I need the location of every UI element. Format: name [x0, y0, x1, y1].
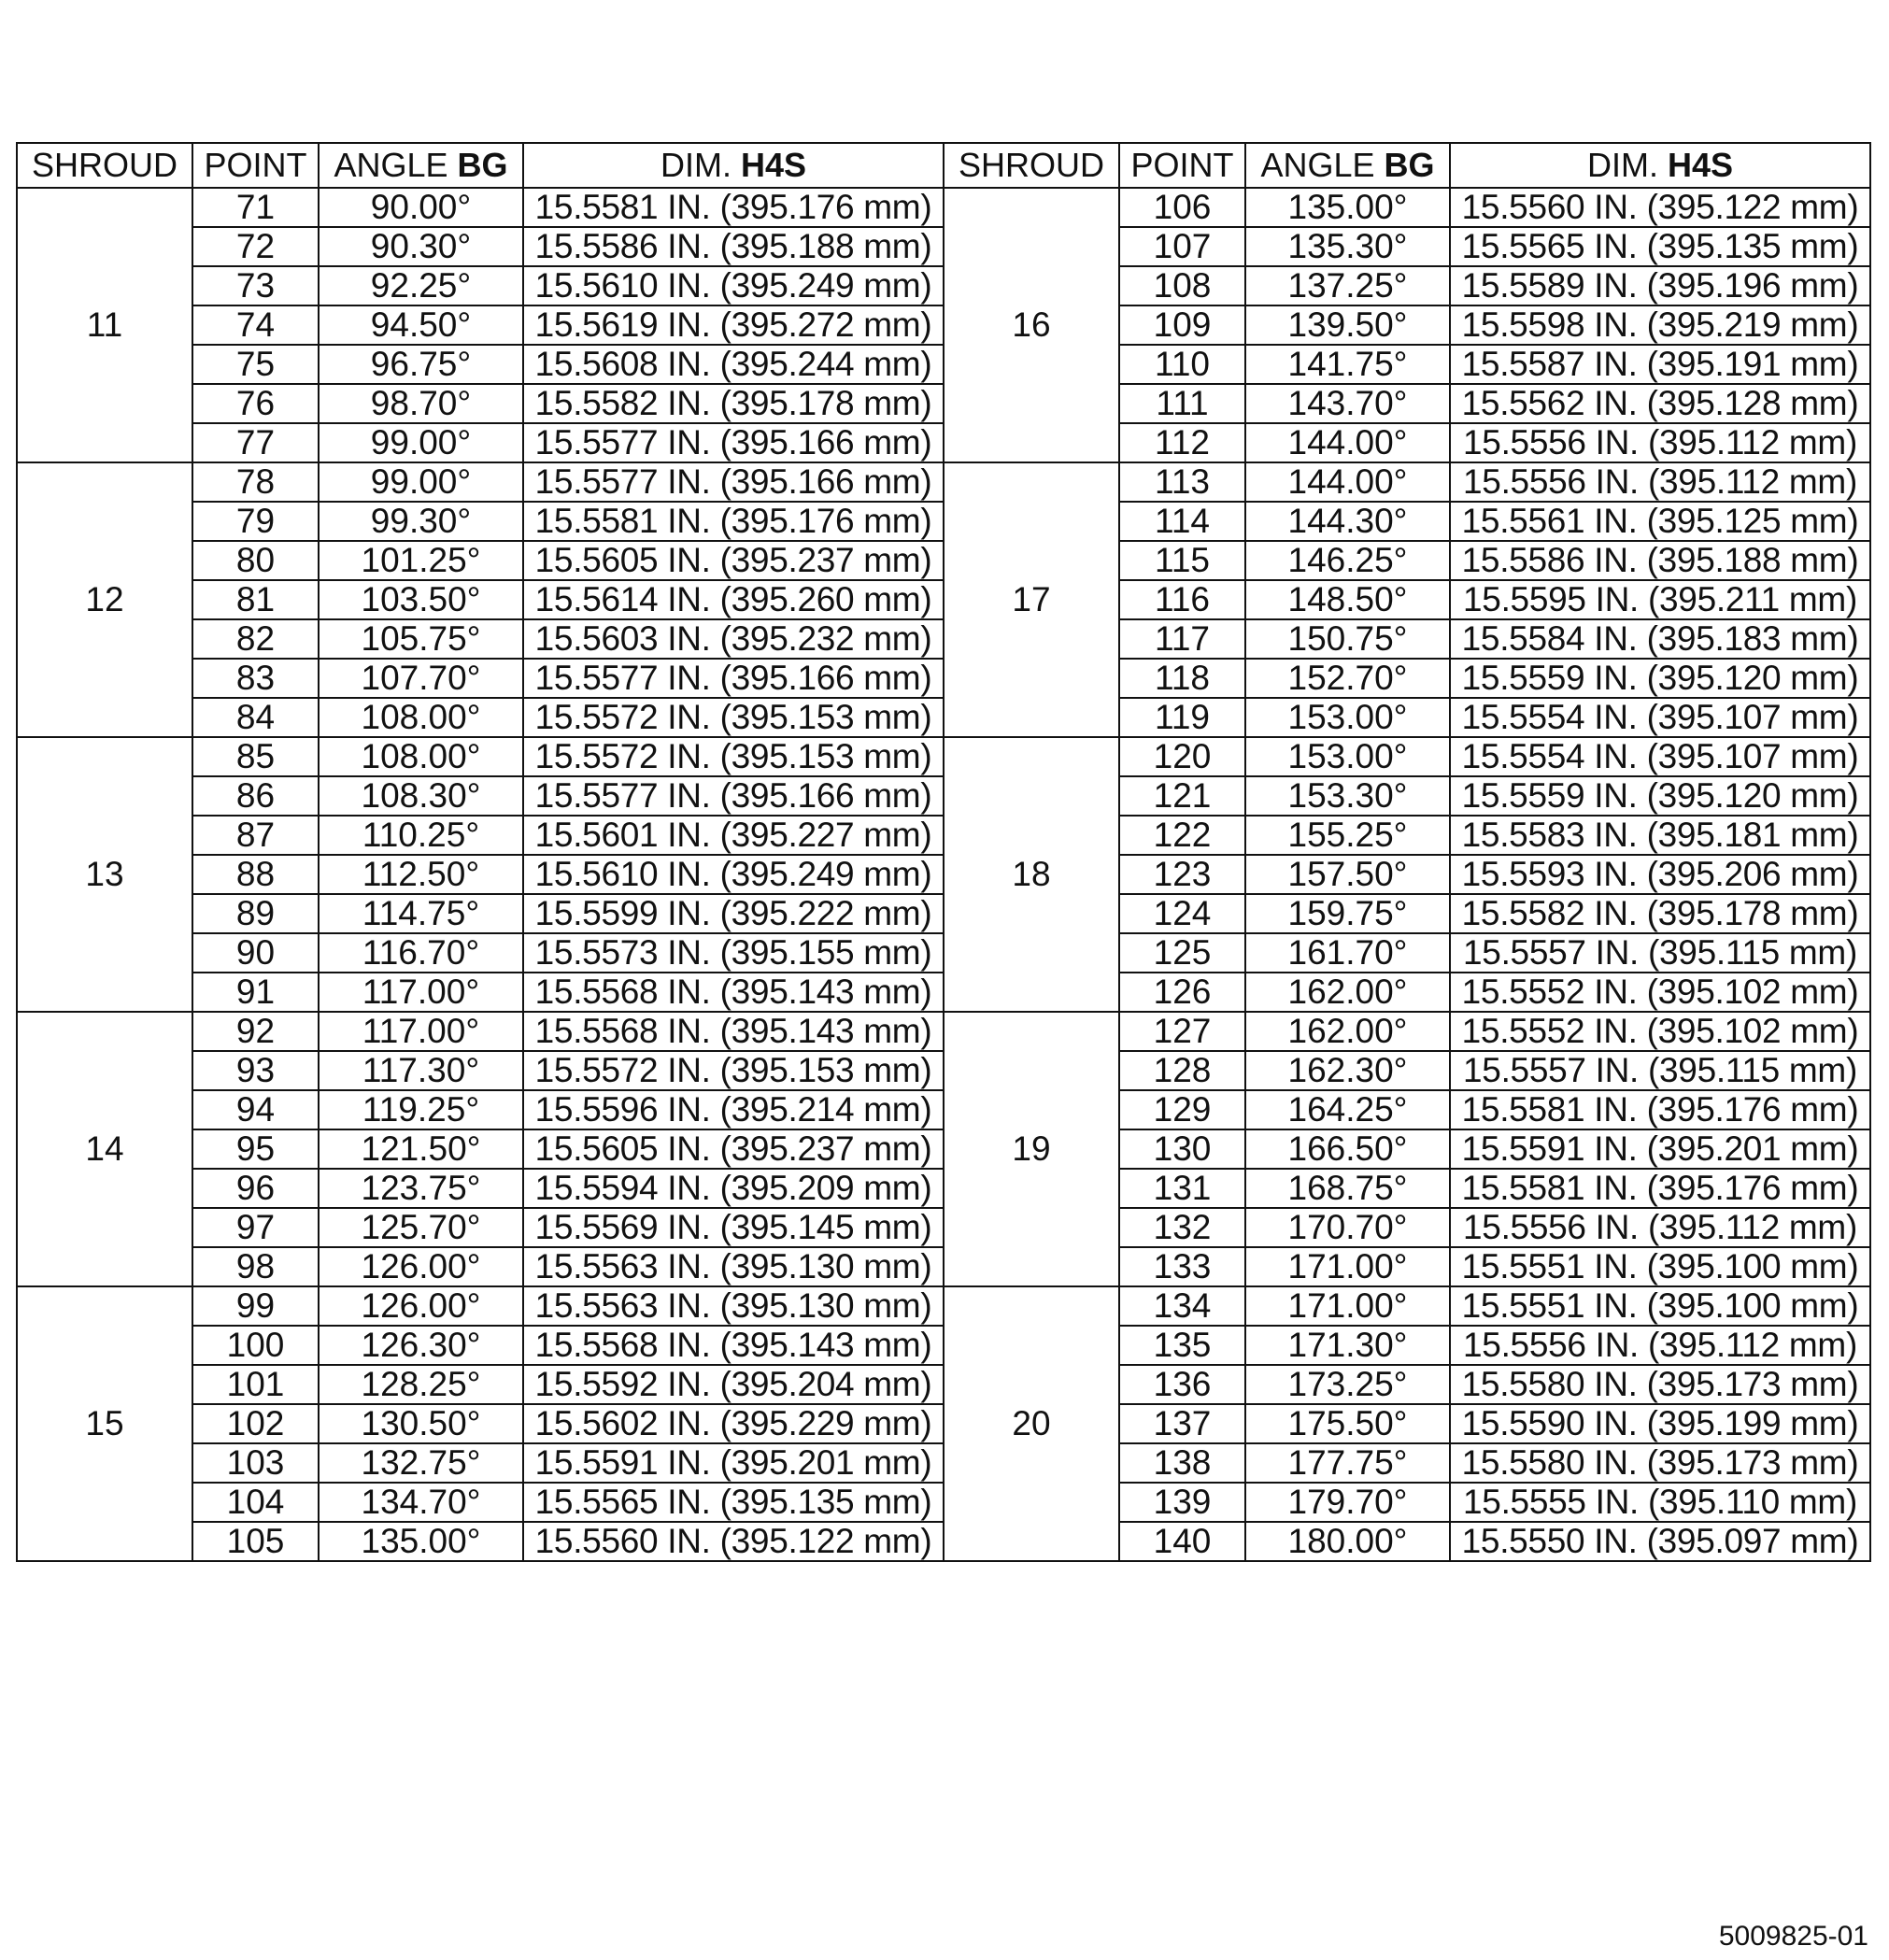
point-cell: 138 — [1119, 1443, 1245, 1483]
point-cell: 115 — [1119, 541, 1245, 580]
point-cell: 128 — [1119, 1051, 1245, 1090]
angle-cell: 171.30° — [1245, 1326, 1450, 1365]
angle-cell: 141.75° — [1245, 345, 1450, 384]
shroud-cell: 11 — [17, 188, 192, 462]
dim-cell: 15.5581 IN. (395.176 mm) — [523, 502, 944, 541]
dim-cell: 15.5581 IN. (395.176 mm) — [523, 188, 944, 227]
angle-cell: 90.00° — [319, 188, 523, 227]
dim-cell: 15.5556 IN. (395.112 mm) — [1450, 1208, 1870, 1247]
point-cell: 108 — [1119, 266, 1245, 305]
dim-cell: 15.5568 IN. (395.143 mm) — [523, 1012, 944, 1051]
point-cell: 80 — [192, 541, 319, 580]
shroud-cell: 13 — [17, 737, 192, 1012]
point-cell: 118 — [1119, 659, 1245, 698]
table-header-row — [17, 143, 1870, 188]
angle-cell: 162.00° — [1245, 1012, 1450, 1051]
point-cell: 95 — [192, 1129, 319, 1169]
angle-cell: 139.50° — [1245, 305, 1450, 345]
angle-cell: 114.75° — [319, 894, 523, 933]
dim-cell: 15.5577 IN. (395.166 mm) — [523, 462, 944, 502]
point-cell: 98 — [192, 1247, 319, 1286]
point-cell: 137 — [1119, 1404, 1245, 1443]
angle-cell: 135.00° — [319, 1522, 523, 1561]
dim-cell: 15.5573 IN. (395.155 mm) — [523, 933, 944, 973]
table-row — [17, 188, 1870, 227]
dim-cell: 15.5556 IN. (395.112 mm) — [1450, 1326, 1870, 1365]
dim-cell: 15.5568 IN. (395.143 mm) — [523, 1326, 944, 1365]
angle-cell: 121.50° — [319, 1129, 523, 1169]
point-cell: 125 — [1119, 933, 1245, 973]
dim-cell: 15.5590 IN. (395.199 mm) — [1450, 1404, 1870, 1443]
dim-cell: 15.5559 IN. (395.120 mm) — [1450, 659, 1870, 698]
point-cell: 74 — [192, 305, 319, 345]
point-cell: 116 — [1119, 580, 1245, 619]
angle-cell: 173.25° — [1245, 1365, 1450, 1404]
angle-cell: 96.75° — [319, 345, 523, 384]
angle-cell: 98.70° — [319, 384, 523, 423]
dim-cell: 15.5556 IN. (395.112 mm) — [1450, 423, 1870, 462]
point-cell: 93 — [192, 1051, 319, 1090]
angle-cell: 137.25° — [1245, 266, 1450, 305]
point-cell: 104 — [192, 1483, 319, 1522]
dim-cell: 15.5598 IN. (395.219 mm) — [1450, 305, 1870, 345]
point-cell: 130 — [1119, 1129, 1245, 1169]
dim-cell: 15.5595 IN. (395.211 mm) — [1450, 580, 1870, 619]
dim-cell: 15.5551 IN. (395.100 mm) — [1450, 1247, 1870, 1286]
dim-cell: 15.5572 IN. (395.153 mm) — [523, 737, 944, 776]
dim-cell: 15.5551 IN. (395.100 mm) — [1450, 1286, 1870, 1326]
table-row — [17, 737, 1870, 776]
dim-cell: 15.5580 IN. (395.173 mm) — [1450, 1443, 1870, 1483]
angle-cell: 101.25° — [319, 541, 523, 580]
angle-cell: 108.30° — [319, 776, 523, 816]
angle-cell: 162.00° — [1245, 973, 1450, 1012]
point-cell: 71 — [192, 188, 319, 227]
angle-cell: 162.30° — [1245, 1051, 1450, 1090]
angle-cell: 157.50° — [1245, 855, 1450, 894]
table-body — [17, 188, 1870, 1561]
angle-cell: 135.30° — [1245, 227, 1450, 266]
point-cell: 127 — [1119, 1012, 1245, 1051]
angle-cell: 161.70° — [1245, 933, 1450, 973]
point-cell: 106 — [1119, 188, 1245, 227]
header-shroud-right: SHROUD — [944, 143, 1119, 188]
shroud-cell: 15 — [17, 1286, 192, 1561]
point-cell: 79 — [192, 502, 319, 541]
angle-cell: 99.00° — [319, 423, 523, 462]
angle-cell: 170.70° — [1245, 1208, 1450, 1247]
angle-cell: 94.50° — [319, 305, 523, 345]
shroud-cell: 12 — [17, 462, 192, 737]
dim-cell: 15.5562 IN. (395.128 mm) — [1450, 384, 1870, 423]
dim-cell: 15.5596 IN. (395.214 mm) — [523, 1090, 944, 1129]
table-row — [17, 1286, 1870, 1326]
dim-cell: 15.5608 IN. (395.244 mm) — [523, 345, 944, 384]
dim-cell: 15.5583 IN. (395.181 mm) — [1450, 816, 1870, 855]
angle-cell: 119.25° — [319, 1090, 523, 1129]
angle-cell: 155.25° — [1245, 816, 1450, 855]
header-angle-left: ANGLE BG — [319, 143, 523, 188]
angle-cell: 99.30° — [319, 502, 523, 541]
point-cell: 96 — [192, 1169, 319, 1208]
point-cell: 107 — [1119, 227, 1245, 266]
shroud-cell: 17 — [944, 462, 1119, 737]
dim-cell: 15.5581 IN. (395.176 mm) — [1450, 1090, 1870, 1129]
angle-cell: 171.00° — [1245, 1286, 1450, 1326]
dim-cell: 15.5610 IN. (395.249 mm) — [523, 266, 944, 305]
angle-cell: 116.70° — [319, 933, 523, 973]
dim-cell: 15.5577 IN. (395.166 mm) — [523, 776, 944, 816]
dim-cell: 15.5602 IN. (395.229 mm) — [523, 1404, 944, 1443]
point-cell: 133 — [1119, 1247, 1245, 1286]
point-cell: 119 — [1119, 698, 1245, 737]
dim-cell: 15.5591 IN. (395.201 mm) — [523, 1443, 944, 1483]
angle-cell: 108.00° — [319, 698, 523, 737]
point-cell: 136 — [1119, 1365, 1245, 1404]
point-cell: 134 — [1119, 1286, 1245, 1326]
point-cell: 90 — [192, 933, 319, 973]
dim-cell: 15.5559 IN. (395.120 mm) — [1450, 776, 1870, 816]
point-cell: 117 — [1119, 619, 1245, 659]
header-dim-right: DIM. H4S — [1450, 143, 1870, 188]
dim-cell: 15.5556 IN. (395.112 mm) — [1450, 462, 1870, 502]
point-cell: 88 — [192, 855, 319, 894]
dim-cell: 15.5552 IN. (395.102 mm) — [1450, 1012, 1870, 1051]
angle-cell: 105.75° — [319, 619, 523, 659]
dim-cell: 15.5557 IN. (395.115 mm) — [1450, 933, 1870, 973]
angle-cell: 153.00° — [1245, 698, 1450, 737]
point-cell: 78 — [192, 462, 319, 502]
dim-cell: 15.5582 IN. (395.178 mm) — [523, 384, 944, 423]
dim-cell: 15.5555 IN. (395.110 mm) — [1450, 1483, 1870, 1522]
header-point-left: POINT — [192, 143, 319, 188]
angle-cell: 125.70° — [319, 1208, 523, 1247]
angle-cell: 126.00° — [319, 1286, 523, 1326]
shroud-cell: 16 — [944, 188, 1119, 462]
point-cell: 139 — [1119, 1483, 1245, 1522]
point-cell: 131 — [1119, 1169, 1245, 1208]
dim-cell: 15.5584 IN. (395.183 mm) — [1450, 619, 1870, 659]
point-cell: 83 — [192, 659, 319, 698]
angle-cell: 103.50° — [319, 580, 523, 619]
point-cell: 120 — [1119, 737, 1245, 776]
angle-cell: 107.70° — [319, 659, 523, 698]
point-cell: 100 — [192, 1326, 319, 1365]
dim-cell: 15.5580 IN. (395.173 mm) — [1450, 1365, 1870, 1404]
point-cell: 72 — [192, 227, 319, 266]
point-cell: 105 — [192, 1522, 319, 1561]
angle-cell: 159.75° — [1245, 894, 1450, 933]
point-cell: 91 — [192, 973, 319, 1012]
dim-cell: 15.5619 IN. (395.272 mm) — [523, 305, 944, 345]
point-cell: 92 — [192, 1012, 319, 1051]
angle-cell: 150.75° — [1245, 619, 1450, 659]
dim-cell: 15.5577 IN. (395.166 mm) — [523, 659, 944, 698]
angle-cell: 132.75° — [319, 1443, 523, 1483]
dim-cell: 15.5586 IN. (395.188 mm) — [523, 227, 944, 266]
dim-cell: 15.5563 IN. (395.130 mm) — [523, 1247, 944, 1286]
angle-cell: 164.25° — [1245, 1090, 1450, 1129]
point-cell: 77 — [192, 423, 319, 462]
dim-cell: 15.5565 IN. (395.135 mm) — [1450, 227, 1870, 266]
point-cell: 121 — [1119, 776, 1245, 816]
point-cell: 132 — [1119, 1208, 1245, 1247]
point-cell: 140 — [1119, 1522, 1245, 1561]
point-cell: 87 — [192, 816, 319, 855]
dim-cell: 15.5581 IN. (395.176 mm) — [1450, 1169, 1870, 1208]
angle-cell: 168.75° — [1245, 1169, 1450, 1208]
angle-cell: 99.00° — [319, 462, 523, 502]
dim-cell: 15.5552 IN. (395.102 mm) — [1450, 973, 1870, 1012]
dim-cell: 15.5593 IN. (395.206 mm) — [1450, 855, 1870, 894]
angle-cell: 92.25° — [319, 266, 523, 305]
point-cell: 97 — [192, 1208, 319, 1247]
angle-cell: 148.50° — [1245, 580, 1450, 619]
dim-cell: 15.5563 IN. (395.130 mm) — [523, 1286, 944, 1326]
dim-cell: 15.5594 IN. (395.209 mm) — [523, 1169, 944, 1208]
angle-cell: 171.00° — [1245, 1247, 1450, 1286]
angle-cell: 179.70° — [1245, 1483, 1450, 1522]
dim-cell: 15.5582 IN. (395.178 mm) — [1450, 894, 1870, 933]
dim-cell: 15.5601 IN. (395.227 mm) — [523, 816, 944, 855]
point-cell: 86 — [192, 776, 319, 816]
point-cell: 129 — [1119, 1090, 1245, 1129]
shroud-cell: 20 — [944, 1286, 1119, 1561]
angle-cell: 152.70° — [1245, 659, 1450, 698]
dim-cell: 15.5572 IN. (395.153 mm) — [523, 1051, 944, 1090]
angle-cell: 117.00° — [319, 1012, 523, 1051]
header-dim-left: DIM. H4S — [523, 143, 944, 188]
shroud-cell: 19 — [944, 1012, 1119, 1286]
dim-cell: 15.5603 IN. (395.232 mm) — [523, 619, 944, 659]
angle-cell: 128.25° — [319, 1365, 523, 1404]
header-shroud-left: SHROUD — [17, 143, 192, 188]
dim-cell: 15.5610 IN. (395.249 mm) — [523, 855, 944, 894]
point-cell: 124 — [1119, 894, 1245, 933]
angle-cell: 180.00° — [1245, 1522, 1450, 1561]
dim-cell: 15.5565 IN. (395.135 mm) — [523, 1483, 944, 1522]
point-cell: 135 — [1119, 1326, 1245, 1365]
dim-cell: 15.5577 IN. (395.166 mm) — [523, 423, 944, 462]
angle-cell: 166.50° — [1245, 1129, 1450, 1169]
dim-cell: 15.5554 IN. (395.107 mm) — [1450, 698, 1870, 737]
dim-cell: 15.5550 IN. (395.097 mm) — [1450, 1522, 1870, 1561]
point-cell: 103 — [192, 1443, 319, 1483]
point-cell: 111 — [1119, 384, 1245, 423]
angle-cell: 144.30° — [1245, 502, 1450, 541]
point-cell: 126 — [1119, 973, 1245, 1012]
angle-cell: 146.25° — [1245, 541, 1450, 580]
dim-cell: 15.5560 IN. (395.122 mm) — [1450, 188, 1870, 227]
document-number: 5009825-01 — [1718, 1921, 1868, 1952]
dim-cell: 15.5572 IN. (395.153 mm) — [523, 698, 944, 737]
angle-cell: 144.00° — [1245, 423, 1450, 462]
dim-cell: 15.5587 IN. (395.191 mm) — [1450, 345, 1870, 384]
point-cell: 89 — [192, 894, 319, 933]
angle-cell: 130.50° — [319, 1404, 523, 1443]
point-cell: 109 — [1119, 305, 1245, 345]
point-cell: 123 — [1119, 855, 1245, 894]
dim-cell: 15.5568 IN. (395.143 mm) — [523, 973, 944, 1012]
table-row — [17, 462, 1870, 502]
angle-cell: 126.30° — [319, 1326, 523, 1365]
point-cell: 99 — [192, 1286, 319, 1326]
point-cell: 122 — [1119, 816, 1245, 855]
angle-cell: 90.30° — [319, 227, 523, 266]
point-cell: 75 — [192, 345, 319, 384]
angle-cell: 153.00° — [1245, 737, 1450, 776]
point-cell: 85 — [192, 737, 319, 776]
dim-cell: 15.5605 IN. (395.237 mm) — [523, 1129, 944, 1169]
point-cell: 82 — [192, 619, 319, 659]
point-cell: 110 — [1119, 345, 1245, 384]
dim-cell: 15.5569 IN. (395.145 mm) — [523, 1208, 944, 1247]
point-cell: 112 — [1119, 423, 1245, 462]
point-cell: 81 — [192, 580, 319, 619]
dim-cell: 15.5586 IN. (395.188 mm) — [1450, 541, 1870, 580]
point-cell: 114 — [1119, 502, 1245, 541]
dim-cell: 15.5605 IN. (395.237 mm) — [523, 541, 944, 580]
dim-cell: 15.5591 IN. (395.201 mm) — [1450, 1129, 1870, 1169]
angle-cell: 134.70° — [319, 1483, 523, 1522]
angle-cell: 110.25° — [319, 816, 523, 855]
point-cell: 113 — [1119, 462, 1245, 502]
shroud-measurement-table — [16, 142, 1871, 1562]
angle-cell: 108.00° — [319, 737, 523, 776]
dim-cell: 15.5614 IN. (395.260 mm) — [523, 580, 944, 619]
angle-cell: 135.00° — [1245, 188, 1450, 227]
angle-cell: 123.75° — [319, 1169, 523, 1208]
angle-cell: 117.00° — [319, 973, 523, 1012]
shroud-cell: 18 — [944, 737, 1119, 1012]
dim-cell: 15.5561 IN. (395.125 mm) — [1450, 502, 1870, 541]
point-cell: 102 — [192, 1404, 319, 1443]
header-point-right: POINT — [1119, 143, 1245, 188]
angle-cell: 177.75° — [1245, 1443, 1450, 1483]
angle-cell: 153.30° — [1245, 776, 1450, 816]
angle-cell: 144.00° — [1245, 462, 1450, 502]
point-cell: 84 — [192, 698, 319, 737]
point-cell: 101 — [192, 1365, 319, 1404]
angle-cell: 117.30° — [319, 1051, 523, 1090]
dim-cell: 15.5560 IN. (395.122 mm) — [523, 1522, 944, 1561]
dim-cell: 15.5599 IN. (395.222 mm) — [523, 894, 944, 933]
shroud-cell: 14 — [17, 1012, 192, 1286]
angle-cell: 112.50° — [319, 855, 523, 894]
table-row — [17, 1012, 1870, 1051]
point-cell: 76 — [192, 384, 319, 423]
header-angle-right: ANGLE BG — [1245, 143, 1450, 188]
dim-cell: 15.5557 IN. (395.115 mm) — [1450, 1051, 1870, 1090]
dim-cell: 15.5589 IN. (395.196 mm) — [1450, 266, 1870, 305]
angle-cell: 175.50° — [1245, 1404, 1450, 1443]
dim-cell: 15.5592 IN. (395.204 mm) — [523, 1365, 944, 1404]
angle-cell: 126.00° — [319, 1247, 523, 1286]
angle-cell: 143.70° — [1245, 384, 1450, 423]
dim-cell: 15.5554 IN. (395.107 mm) — [1450, 737, 1870, 776]
point-cell: 94 — [192, 1090, 319, 1129]
point-cell: 73 — [192, 266, 319, 305]
